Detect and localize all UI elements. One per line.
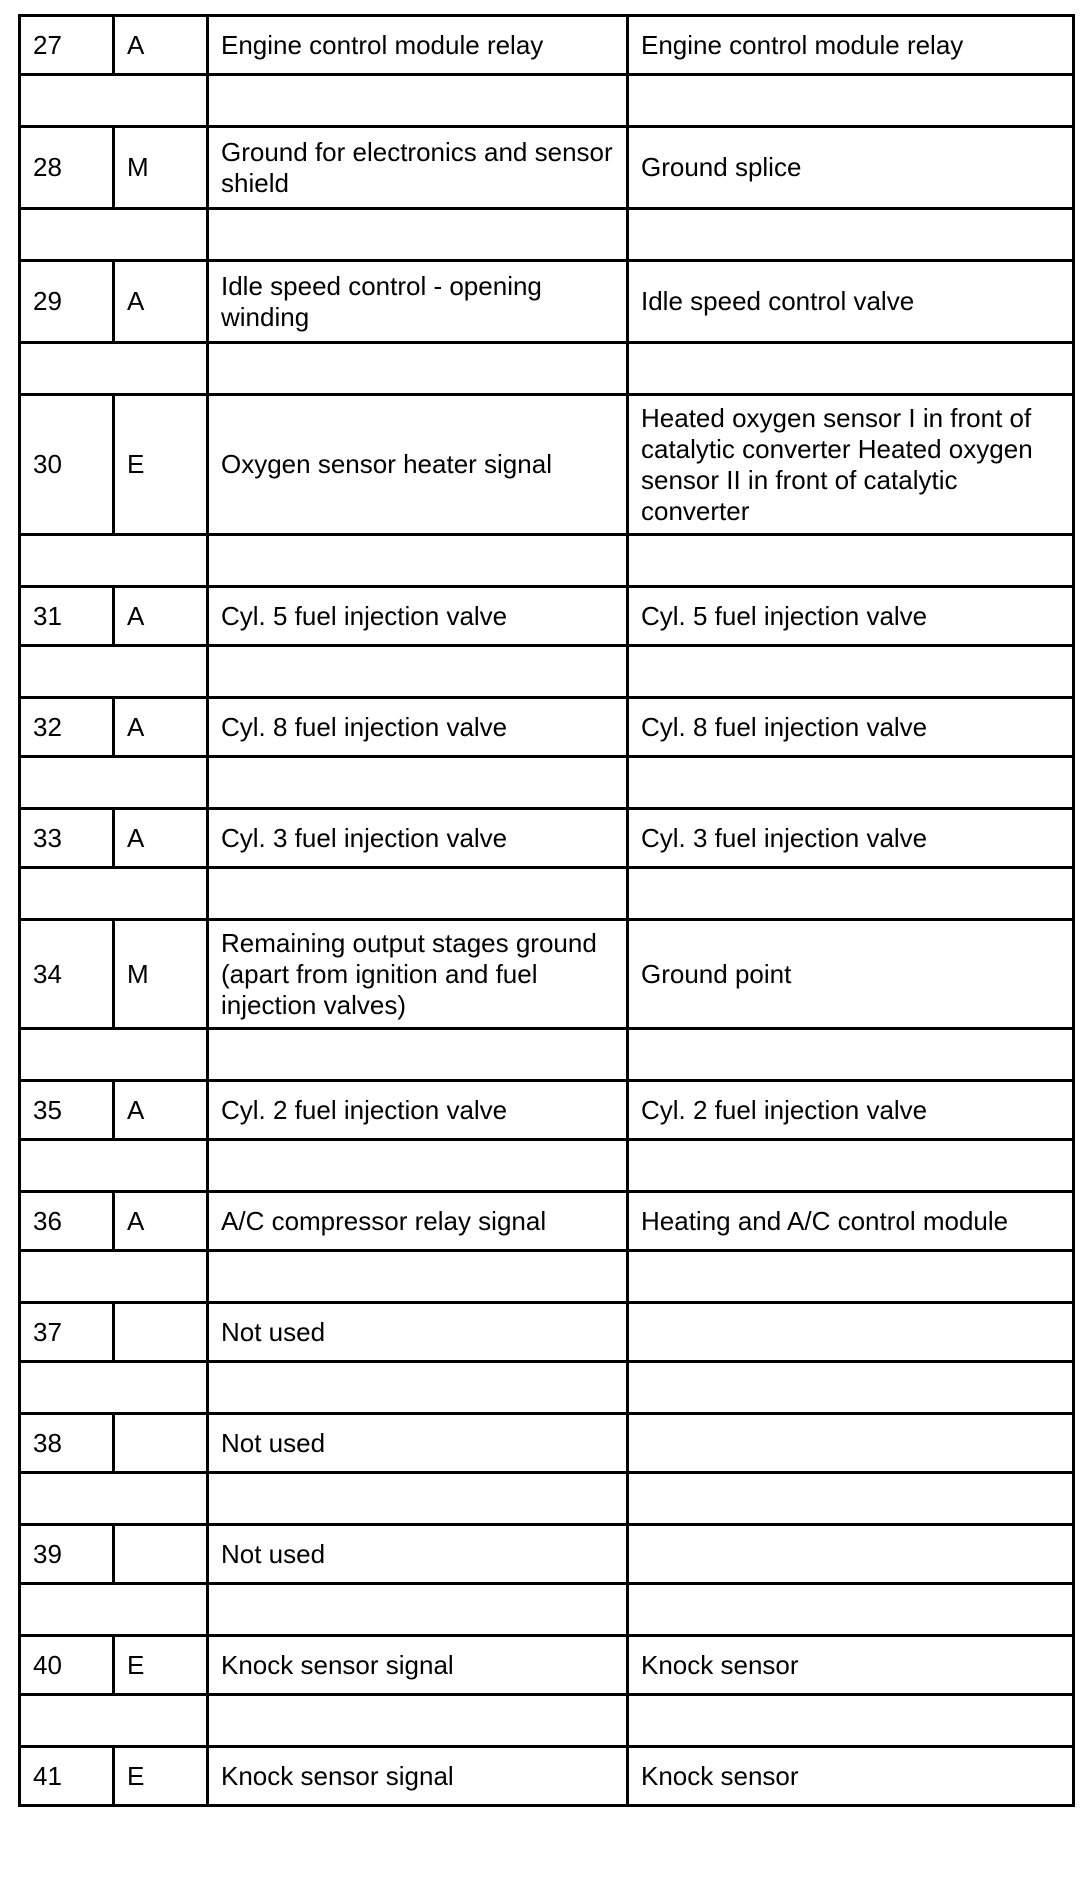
component-cell: Knock sensor [628, 1636, 1074, 1695]
spacer-row [20, 1584, 1074, 1636]
description-cell: Cyl. 5 fuel injection valve [208, 587, 628, 646]
description-cell: Knock sensor signal [208, 1747, 628, 1806]
spacer-row [20, 868, 1074, 920]
table-row [20, 587, 1074, 646]
component-cell [628, 1303, 1074, 1362]
type-cell: A [114, 587, 208, 646]
pin-cell: 35 [20, 1081, 114, 1140]
description-cell: Remaining output stages ground (apart from ignition and fuel injection valves) [208, 920, 628, 1029]
description-cell: Cyl. 8 fuel injection valve [208, 698, 628, 757]
spacer-row [20, 1251, 1074, 1303]
description-cell: Knock sensor signal [208, 1636, 628, 1695]
spacer-row [20, 1473, 1074, 1525]
table-row [20, 1192, 1074, 1251]
spacer-cell [628, 1584, 1074, 1636]
spacer-cell [20, 1029, 208, 1081]
type-cell: A [114, 16, 208, 75]
type-cell [114, 1303, 208, 1362]
pin-cell: 30 [20, 395, 114, 535]
spacer-cell [628, 868, 1074, 920]
spacer-row [20, 1140, 1074, 1192]
type-cell: E [114, 395, 208, 535]
table-row [20, 1525, 1074, 1584]
type-cell [114, 1525, 208, 1584]
spacer-row [20, 646, 1074, 698]
spacer-cell [208, 1140, 628, 1192]
type-cell: E [114, 1636, 208, 1695]
spacer-cell [628, 75, 1074, 127]
description-cell: Idle speed control - opening winding [208, 261, 628, 343]
spacer-cell [628, 1695, 1074, 1747]
component-cell: Cyl. 5 fuel injection valve [628, 587, 1074, 646]
spacer-cell [628, 757, 1074, 809]
type-cell: A [114, 698, 208, 757]
spacer-cell [208, 1251, 628, 1303]
spacer-row [20, 343, 1074, 395]
table-row [20, 261, 1074, 343]
pin-cell: 33 [20, 809, 114, 868]
spacer-cell [628, 1362, 1074, 1414]
table-row [20, 395, 1074, 535]
spacer-row [20, 535, 1074, 587]
spacer-cell [20, 1695, 208, 1747]
spacer-cell [20, 1473, 208, 1525]
spacer-cell [208, 343, 628, 395]
component-cell: Cyl. 2 fuel injection valve [628, 1081, 1074, 1140]
description-cell: A/C compressor relay signal [208, 1192, 628, 1251]
spacer-cell [20, 75, 208, 127]
spacer-cell [208, 535, 628, 587]
table-row [20, 1081, 1074, 1140]
spacer-row [20, 1362, 1074, 1414]
description-cell: Not used [208, 1303, 628, 1362]
description-cell: Cyl. 2 fuel injection valve [208, 1081, 628, 1140]
spacer-cell [208, 868, 628, 920]
table-row [20, 920, 1074, 1029]
component-cell: Idle speed control valve [628, 261, 1074, 343]
type-cell: A [114, 809, 208, 868]
spacer-cell [628, 646, 1074, 698]
table-row [20, 16, 1074, 75]
pin-cell: 27 [20, 16, 114, 75]
pin-cell: 36 [20, 1192, 114, 1251]
spacer-row [20, 757, 1074, 809]
pin-cell: 37 [20, 1303, 114, 1362]
pin-cell: 28 [20, 127, 114, 209]
table-row [20, 698, 1074, 757]
pin-cell: 38 [20, 1414, 114, 1473]
pin-cell: 41 [20, 1747, 114, 1806]
spacer-cell [628, 209, 1074, 261]
type-cell [114, 1414, 208, 1473]
spacer-cell [20, 757, 208, 809]
description-cell: Engine control module relay [208, 16, 628, 75]
spacer-row [20, 209, 1074, 261]
description-cell: Not used [208, 1525, 628, 1584]
spacer-cell [20, 1251, 208, 1303]
spacer-cell [208, 646, 628, 698]
spacer-cell [20, 535, 208, 587]
spacer-cell [20, 343, 208, 395]
spacer-cell [628, 1140, 1074, 1192]
spacer-cell [20, 1362, 208, 1414]
description-cell: Oxygen sensor heater signal [208, 395, 628, 535]
spacer-cell [208, 75, 628, 127]
spacer-cell [208, 1473, 628, 1525]
type-cell: M [114, 920, 208, 1029]
pin-cell: 31 [20, 587, 114, 646]
spacer-cell [628, 1473, 1074, 1525]
spacer-cell [208, 757, 628, 809]
spacer-row [20, 1029, 1074, 1081]
pin-cell: 32 [20, 698, 114, 757]
component-cell [628, 1414, 1074, 1473]
spacer-cell [20, 1584, 208, 1636]
component-cell: Heating and A/C control module [628, 1192, 1074, 1251]
spacer-cell [20, 646, 208, 698]
pin-cell: 29 [20, 261, 114, 343]
pin-cell: 39 [20, 1525, 114, 1584]
spacer-cell [208, 1584, 628, 1636]
spacer-row [20, 1695, 1074, 1747]
spacer-cell [208, 209, 628, 261]
description-cell: Cyl. 3 fuel injection valve [208, 809, 628, 868]
component-cell: Heated oxygen sensor I in front of catalytic converter Heated oxygen sensor II in front of catalytic converter [628, 395, 1074, 535]
table-body [20, 16, 1074, 1806]
component-cell: Ground point [628, 920, 1074, 1029]
spacer-row [20, 75, 1074, 127]
type-cell: A [114, 1081, 208, 1140]
spacer-cell [208, 1362, 628, 1414]
table-row [20, 127, 1074, 209]
spacer-cell [628, 1251, 1074, 1303]
table-row [20, 809, 1074, 868]
component-cell: Engine control module relay [628, 16, 1074, 75]
pin-cell: 40 [20, 1636, 114, 1695]
table-row [20, 1414, 1074, 1473]
pin-cell: 34 [20, 920, 114, 1029]
table-row [20, 1636, 1074, 1695]
spacer-cell [628, 343, 1074, 395]
component-cell: Ground splice [628, 127, 1074, 209]
description-cell: Ground for electronics and sensor shield [208, 127, 628, 209]
spacer-cell [628, 535, 1074, 587]
type-cell: E [114, 1747, 208, 1806]
type-cell: A [114, 261, 208, 343]
spacer-cell [20, 1140, 208, 1192]
type-cell: A [114, 1192, 208, 1251]
spacer-cell [20, 868, 208, 920]
spacer-cell [20, 209, 208, 261]
spacer-cell [208, 1695, 628, 1747]
type-cell: M [114, 127, 208, 209]
component-cell [628, 1525, 1074, 1584]
table-row [20, 1747, 1074, 1806]
component-cell: Cyl. 8 fuel injection valve [628, 698, 1074, 757]
table-row [20, 1303, 1074, 1362]
spacer-cell [208, 1029, 628, 1081]
component-cell: Knock sensor [628, 1747, 1074, 1806]
description-cell: Not used [208, 1414, 628, 1473]
component-cell: Cyl. 3 fuel injection valve [628, 809, 1074, 868]
pin-assignment-table [18, 14, 1075, 1807]
spacer-cell [628, 1029, 1074, 1081]
